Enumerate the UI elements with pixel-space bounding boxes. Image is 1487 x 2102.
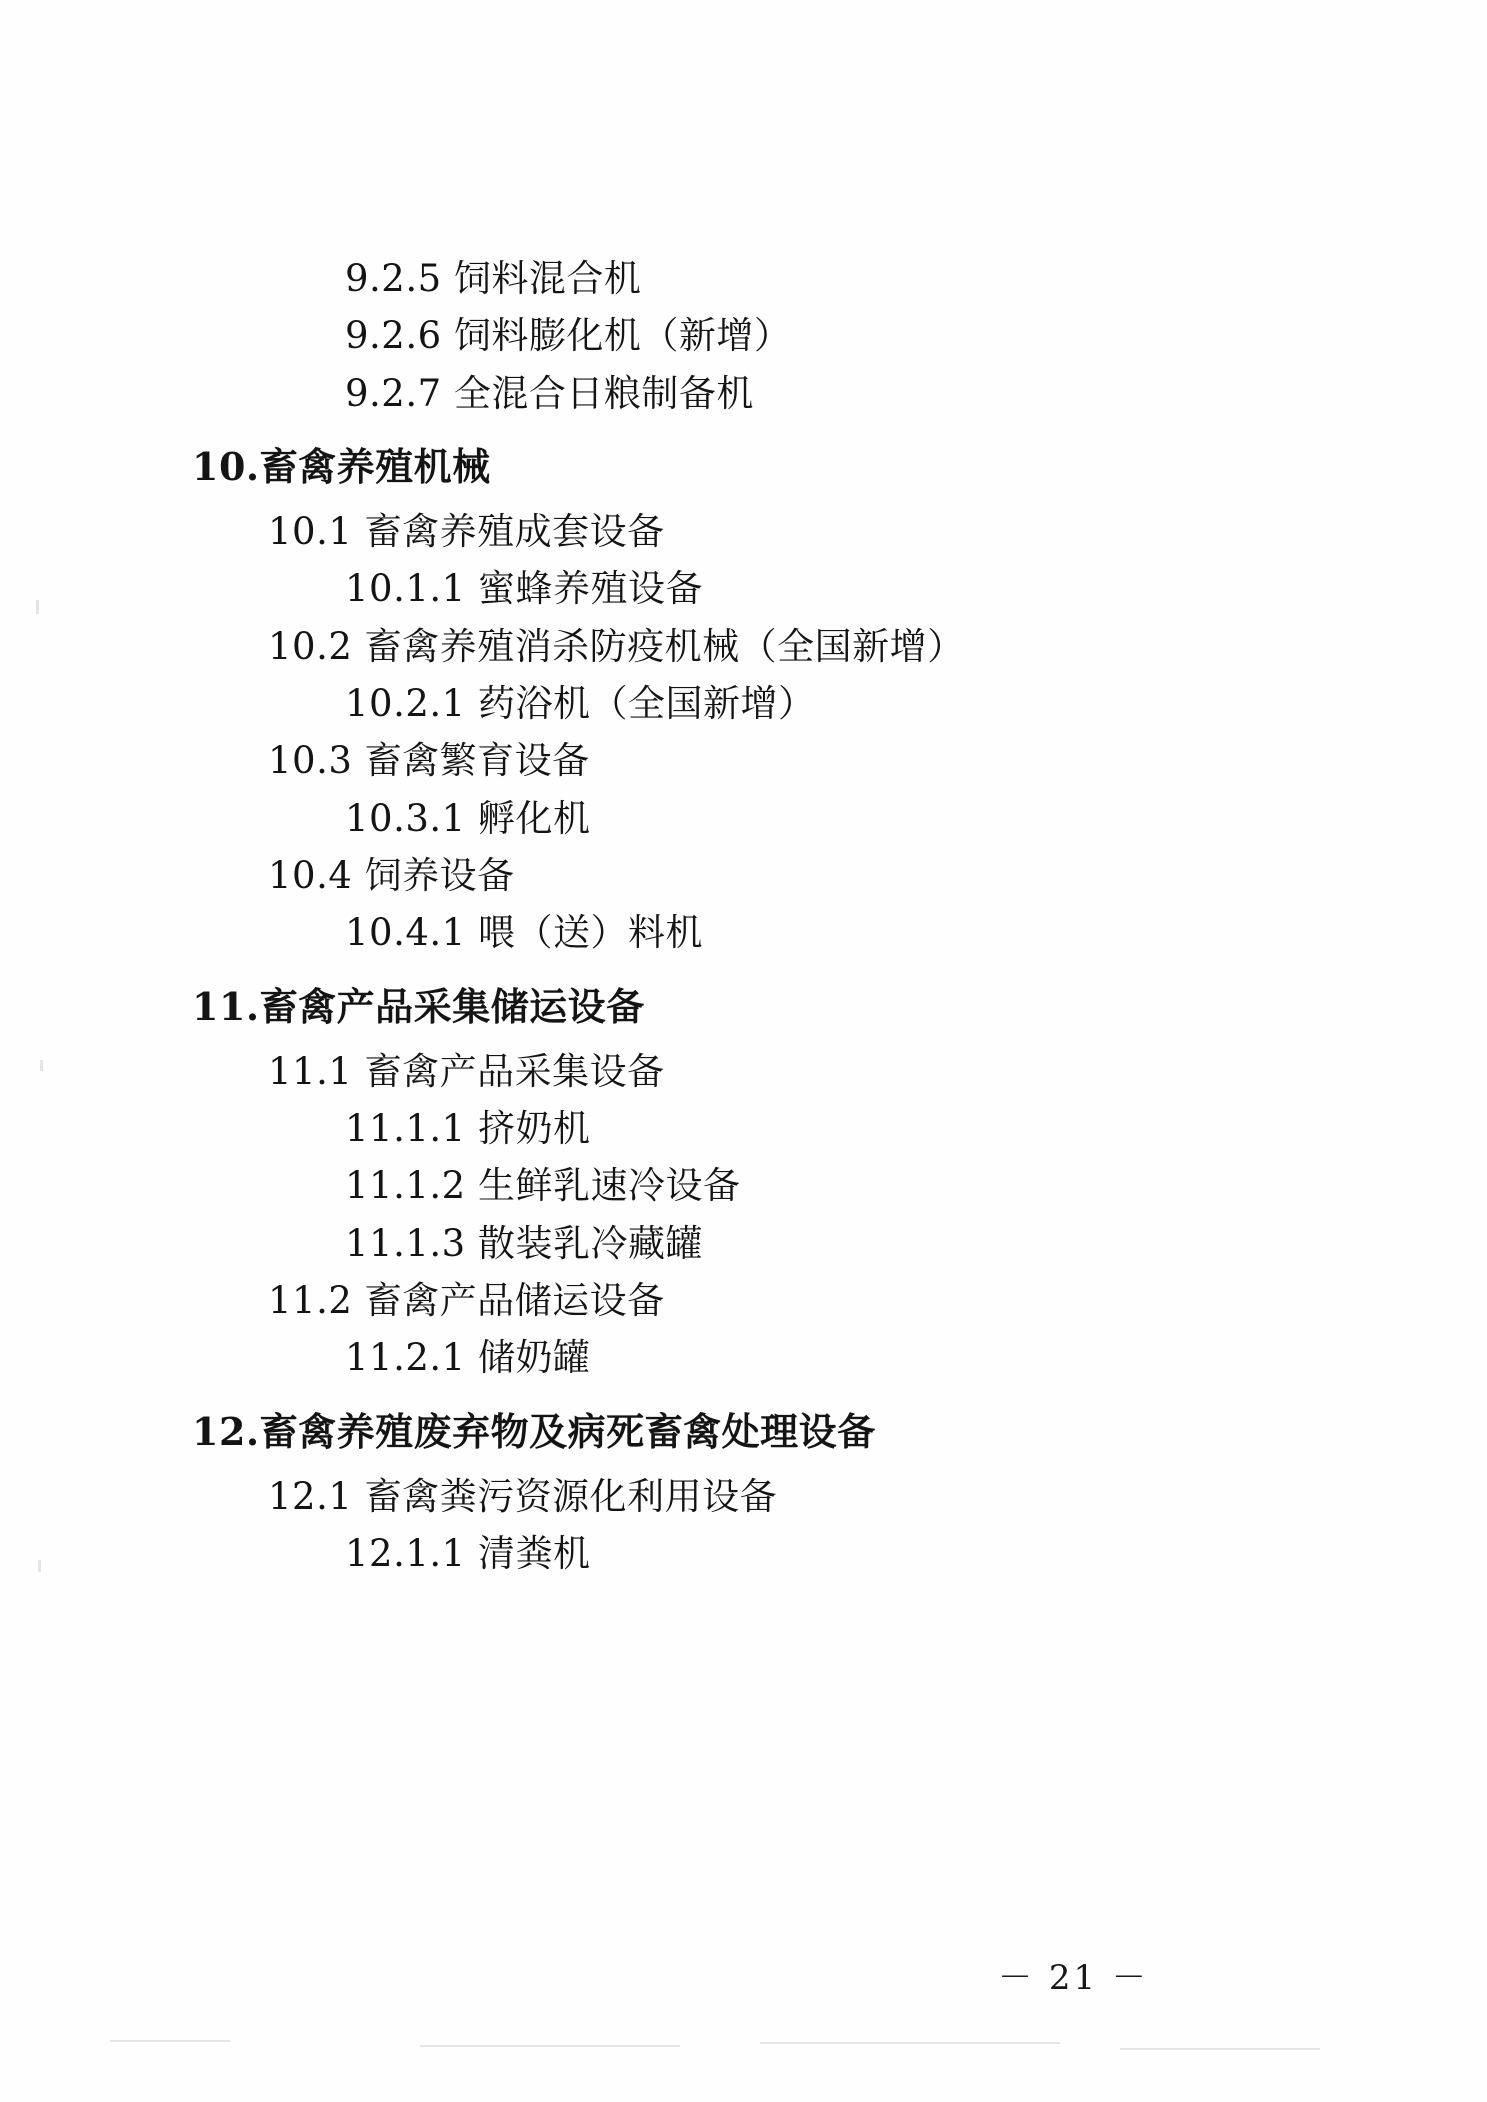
list-item: 9.2.6 饲料膨化机（新增） — [345, 314, 792, 358]
page-number-value: － 21 － — [998, 1958, 1149, 1998]
scan-speckle — [110, 2040, 230, 2042]
list-item: 11.1.3 散装乳冷藏罐 — [345, 1221, 703, 1265]
list-item: 10.4.1 喂（送）料机 — [345, 911, 703, 955]
page-number — [0, 1950, 1487, 1999]
scan-speckle — [40, 1060, 43, 1071]
list-item: 10.4 饲养设备 — [268, 853, 515, 897]
list-item: 10.1 畜禽养殖成套设备 — [268, 509, 665, 553]
list-item: 10.3 畜禽繁育设备 — [268, 739, 590, 783]
list-item: 12.1 畜禽粪污资源化利用设备 — [268, 1474, 778, 1518]
outline-list — [0, 250, 1487, 1582]
section-heading: 12.畜禽养殖废弃物及病死畜禽处理设备 — [192, 1408, 876, 1454]
list-item: 12.1.1 清粪机 — [345, 1531, 591, 1575]
list-item: 10.2.1 药浴机（全国新增） — [345, 681, 816, 725]
scan-speckle — [36, 600, 39, 614]
list-item: 11.2 畜禽产品储运设备 — [268, 1278, 665, 1322]
list-item: 9.2.7 全混合日粮制备机 — [345, 371, 754, 415]
list-item: 10.3.1 孵化机 — [345, 796, 591, 840]
list-item: 11.1.1 挤奶机 — [345, 1106, 591, 1150]
section-heading: 10.畜禽养殖机械 — [192, 444, 491, 490]
list-item: 9.2.5 饲料混合机 — [345, 257, 642, 300]
scan-speckle — [1120, 2048, 1320, 2050]
scan-speckle — [420, 2045, 680, 2047]
section-heading: 11.畜禽产品采集储运设备 — [192, 983, 645, 1029]
list-item: 11.1 畜禽产品采集设备 — [268, 1049, 665, 1093]
scan-speckle — [38, 1560, 41, 1572]
list-item: 10.1.1 蜜蜂养殖设备 — [345, 567, 703, 611]
list-item: 11.1.2 生鲜乳速冷设备 — [345, 1164, 741, 1208]
list-item: 11.2.1 储奶罐 — [345, 1336, 591, 1380]
scan-speckle — [760, 2042, 1060, 2044]
list-item: 10.2 畜禽养殖消杀防疫机械（全国新增） — [268, 624, 965, 668]
